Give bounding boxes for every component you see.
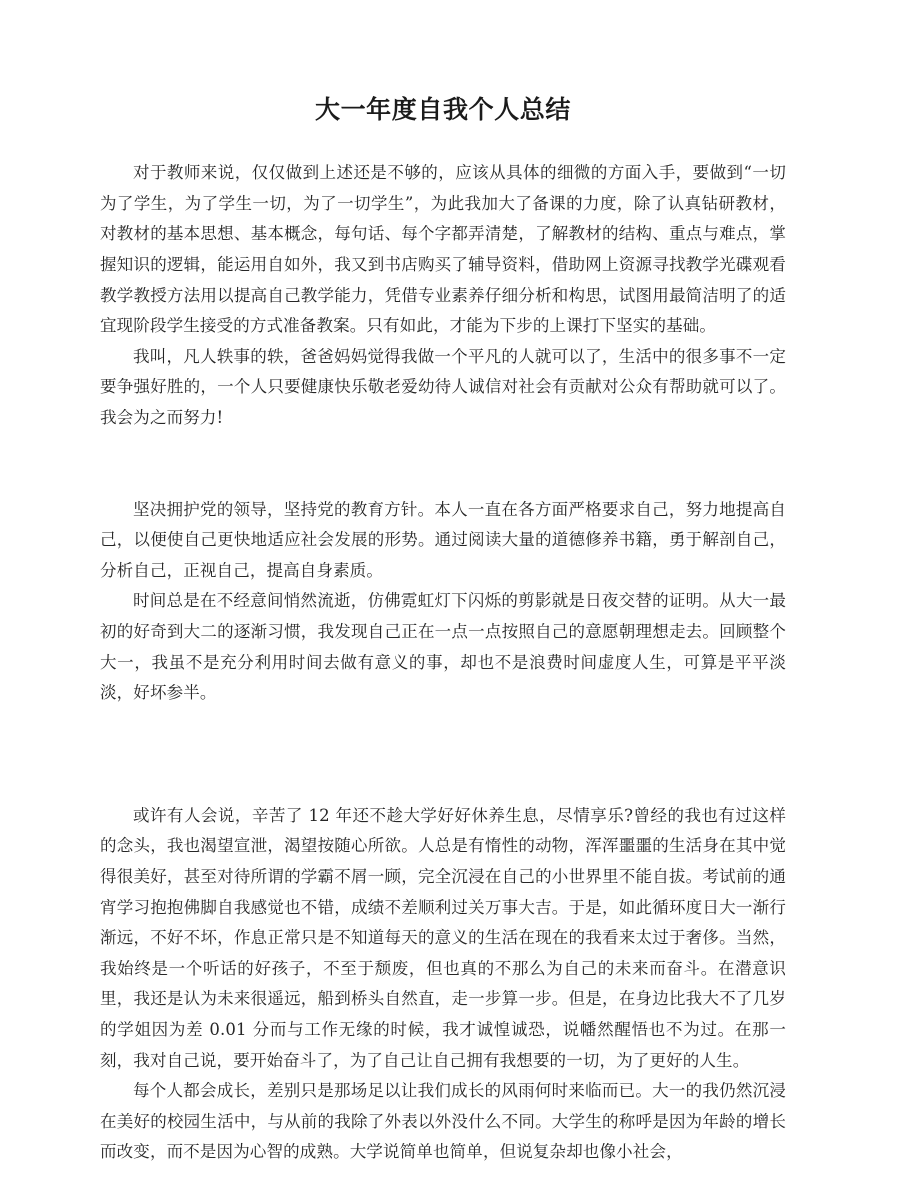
paragraph-6: 每个人都会成长，差别只是那场足以让我们成长的风雨何时来临而已。大一的我仍然沉浸在美好的校园生活中，与从前的我除了外表以外没什么不同。大学生的称呼是因为年龄的增长而改变，而不是因为心智的成熟。大学说简单也简单，但说复杂却也像小社会， [100, 1081, 786, 1162]
document-body [100, 92, 786, 1168]
paragraph-spacer-2 [100, 709, 786, 801]
paragraph-3: 坚决拥护党的领导，坚持党的教育方针。本人一直在各方面严格要求自己，努力地提高自己，以便使自己更快地适应社会发展的形势。通过阅读大量的道德修养书籍，勇于解剖自己，分析自己，正视自己，提高自身素质。 [100, 499, 786, 580]
paragraph-spacer-1 [100, 434, 786, 495]
paragraph-2: 我叫，凡人轶事的轶，爸爸妈妈觉得我做一个平凡的人就可以了，生活中的很多事不一定要争强好胜的，一个人只要健康快乐敬老爱幼待人诚信对社会有贡献对公众有帮助就可以了。我会为之而努力! [100, 346, 786, 427]
paragraph-5: 或许有人会说，辛苦了 12 年还不趁大学好好休养生息，尽情享乐?曾经的我也有过这样的念头，我也渴望宣泄，渴望按随心所欲。人总是有惰性的动物，浑浑噩噩的生活身在其中觉得很美好，甚至对待所谓的学霸不屑一顾，完全沉浸在自己的小世界里不能自拔。考试前的通宵学习抱抱佛脚自我感觉也不错，成绩不差顺利过关万事大吉。于是，如此循环度日大一渐行渐远，不好不坏，作息正常只是不知道每天的意义的生活在现在的我看来太过于奢侈。当然，我始终是一个听话的好孩子，不至于颓废，但也真的不那么为自己的未来而奋斗。在潜意识里，我还是认为未来很遥远，船到桥头自然直，走一步算一步。但是，在身边比我大不了几岁的学姐因为差 0.01 分而与工作无缘的时候，我才诚惶诚恐，说幡然醒悟也不为过。在那一刻，我对自己说，要开始奋斗了，为了自己让自己拥有我想要的一切，为了更好的人生。 [100, 805, 786, 1070]
page-title: 大一年度自我个人总结 [314, 95, 571, 124]
paragraph-4: 时间总是在不经意间悄然流逝，仿佛霓虹灯下闪烁的剪影就是日夜交替的证明。从大一最初的好奇到大二的逐渐习惯，我发现自己正在一点一点按照自己的意愿朝理想走去。回顾整个大一，我虽不是充分利用时间去做有意义的事，却也不是浪费时间虚度人生，可算是平平淡淡，好坏参半。 [100, 591, 786, 703]
paragraph-1: 对于教师来说，仅仅做到上述还是不够的，应该从具体的细微的方面入手，要做到“一切为了学生，为了学生一切，为了一切学生”，为此我加大了备课的力度，除了认真钻研教材，对教材的基本思想、基本概念，每句话、每个字都弄清楚，了解教材的结构、重点与难点，掌握知识的逻辑，能运用自如外，我又到书店购买了辅导资料，借助网上资源寻找教学光碟观看教学教授方法用以提高自己教学能力，凭借专业素养仔细分析和构思，试图用最简洁明了的适宜现阶段学生接受的方式准备教案。只有如此，才能为下步的上课打下坚实的基础。 [100, 163, 786, 336]
